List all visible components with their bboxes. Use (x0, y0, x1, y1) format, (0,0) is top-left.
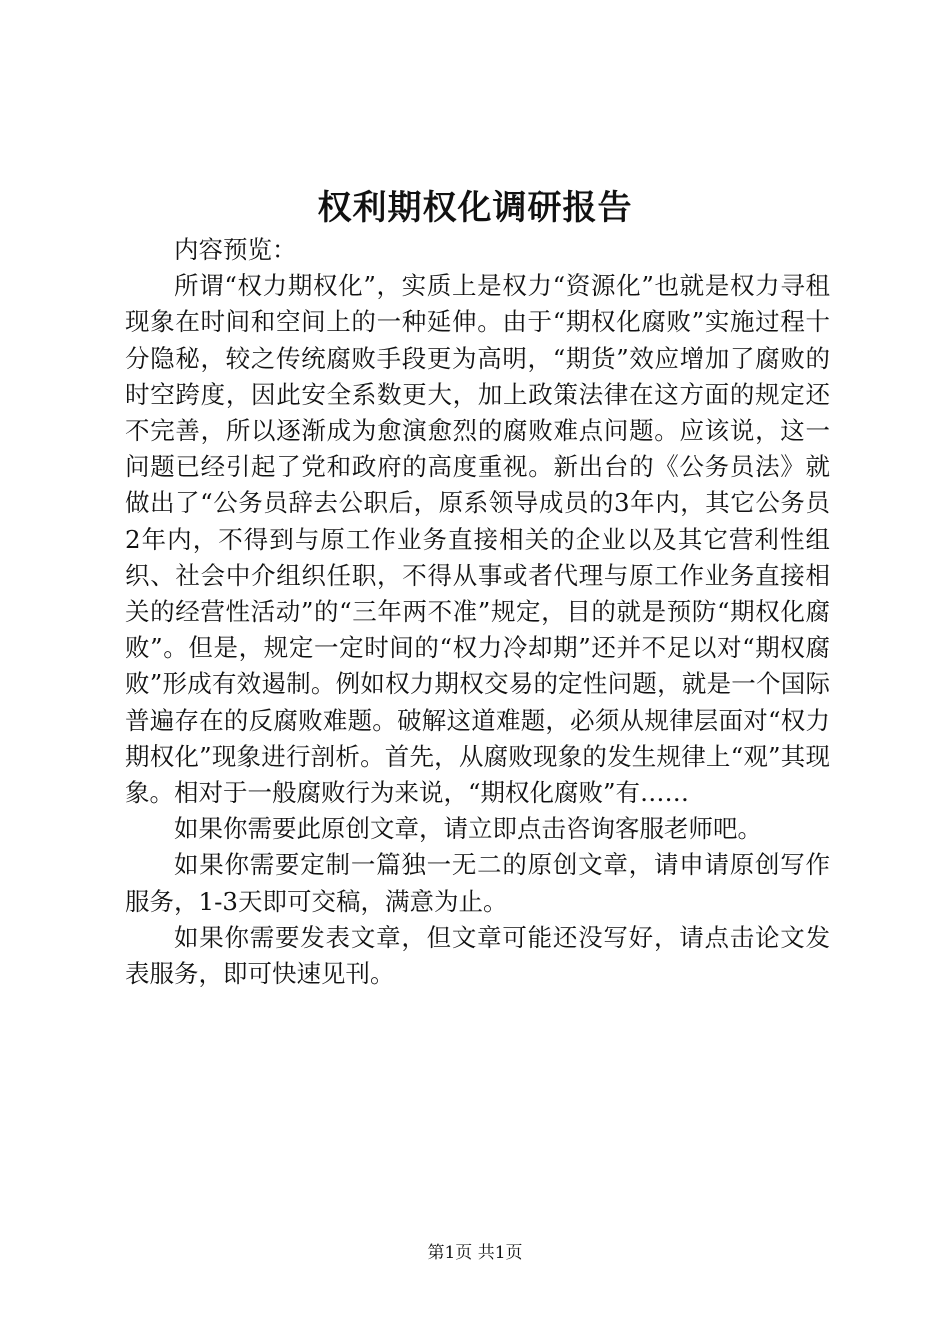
document-body (125, 232, 830, 992)
preview-label: 内容预览： (174, 235, 297, 264)
page-footer: 第1页 共1页 (427, 1243, 523, 1263)
document-title: 权利期权化调研报告 (317, 188, 633, 228)
custom-writing-paragraph: 如果你需要定制一篇独一无二的原创文章，请申请原创写作服务，1-3天即可交稿，满意为止。 (125, 850, 830, 916)
preview-paragraph: 所谓“权力期权化”，实质上是权力“资源化”也就是权力寻租现象在时间和空间上的一种延伸。由于“期权化腐败”实施过程十分隐秘，较之传统腐败手段更为高明，“期货”效应增加了腐败的时空跨度，因此安全系数更大，加上政策法律在这方面的规定还不完善，所以逐渐成为愈演愈烈的腐败难点问题。应该说，这一问题已经引起了党和政府的高度重视。新出台的《公务员法》就做出了“公务员辞去公职后，原系领导成员的3年内，其它公务员2年内，不得到与原工作业务直接相关的企业以及其它营利性组织、社会中介组织任职，不得从事或者代理与原工作业务直接相关的经营性活动”的“三年两不准”规定，目的就是预防“期权化腐败”。但是，规定一定时间的“权力冷却期”还并不足以对“期权腐败”形成有效遏制。例如权力期权交易的定性问题，就是一个国际普遍存在的反腐败难题。破解这道难题，必须从规律层面对“权力期权化”现象进行剖析。首先，从腐败现象的发生规律上“观”其现象。相对于一般腐败行为来说，“期权化腐败”有…… (125, 271, 830, 808)
consult-paragraph: 如果你需要此原创文章，请立即点击咨询客服老师吧。 (174, 814, 762, 844)
publishing-paragraph: 如果你需要发表文章，但文章可能还没写好，请点击论文发表服务，即可快速见刊。 (125, 922, 830, 989)
